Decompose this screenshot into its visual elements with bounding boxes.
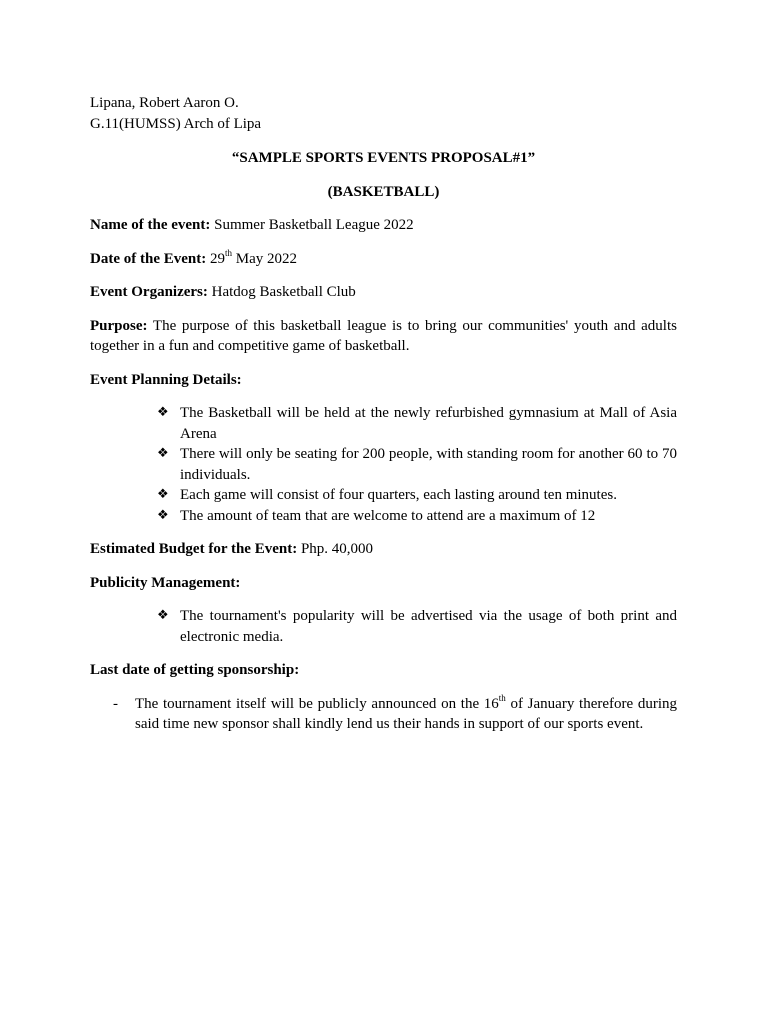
- organizers-label: Event Organizers:: [90, 284, 208, 300]
- sponsorship-text-before: The tournament itself will be publicly announced on the 16: [135, 695, 499, 712]
- publicity-item-text: The tournament's popularity will be advertised via the usage of both print and electronic media.: [180, 608, 677, 645]
- list-item: [157, 444, 677, 485]
- event-date-day: 29: [209, 250, 225, 267]
- author-name: Lipana, Robert Aaron O.: [90, 95, 239, 111]
- event-date-label: Date of the Event:: [90, 250, 207, 267]
- document-subtitle: (BASKETBALL): [327, 183, 440, 200]
- planning-label: Event Planning Details:: [90, 371, 242, 388]
- purpose-field: [90, 316, 677, 357]
- planning-item-text: The amount of team that are welcome to attend are a maximum of 12: [180, 507, 596, 524]
- list-item: [157, 403, 677, 444]
- document-title: “SAMPLE SPORTS EVENTS PROPOSAL#1”: [231, 150, 536, 166]
- publicity-list: [90, 606, 677, 647]
- budget-field: [90, 539, 677, 560]
- event-date-day-suffix: th: [224, 247, 232, 258]
- sponsorship-suffix: th: [498, 692, 506, 703]
- planning-item-text: Each game will consist of four quarters, each lasting around ten minutes.: [180, 487, 617, 503]
- sponsorship-heading: [90, 660, 677, 681]
- event-name-value: Summer Basketball League 2022: [214, 217, 414, 233]
- event-date-field: [90, 249, 677, 270]
- dash-bullet-icon: -: [113, 695, 118, 712]
- list-item: [113, 692, 678, 735]
- document-page: [90, 93, 677, 735]
- planning-heading: [90, 370, 677, 391]
- planning-item-text: There will only be seating for 200 people, with standing room for another 60 to 70 individuals.: [180, 446, 677, 483]
- diamond-bullet-icon: ❖: [157, 487, 169, 502]
- list-item: [157, 485, 677, 506]
- organizers-field: [90, 282, 677, 303]
- sponsorship-list: [90, 694, 677, 735]
- budget-value: Php. 40,000: [300, 541, 374, 557]
- diamond-bullet-icon: ❖: [157, 405, 169, 420]
- publicity-label: Publicity Management:: [90, 574, 241, 591]
- diamond-bullet-icon: ❖: [157, 446, 169, 461]
- event-name-field: [90, 215, 677, 236]
- list-item: [157, 606, 677, 647]
- purpose-label: Purpose:: [90, 317, 148, 334]
- planning-item-text: The Basketball will be held at the newly refurbished gymnasium at Mall of Asia Arena: [180, 405, 677, 442]
- organizers-value: Hatdog Basketball Club: [211, 284, 356, 300]
- budget-label: Estimated Budget for the Event:: [90, 541, 298, 557]
- diamond-bullet-icon: ❖: [157, 608, 169, 623]
- diamond-bullet-icon: ❖: [157, 507, 169, 523]
- grade-section: G.11(HUMSS) Arch of Lipa: [90, 115, 262, 132]
- sponsorship-label: Last date of getting sponsorship:: [90, 662, 300, 678]
- event-name-label: Name of the event:: [90, 217, 211, 233]
- sponsorship-text-after: of January therefore during said time new sponsor shall kindly lend us their hands in support of our sports event.: [135, 695, 678, 732]
- planning-list: [90, 403, 677, 526]
- event-date-rest: May 2022: [235, 250, 297, 267]
- list-item: [157, 506, 677, 527]
- publicity-heading: [90, 573, 677, 594]
- purpose-value: The purpose of this basketball league is to bring our communities' youth and adults together in a fun and competitive game of basketball.: [90, 317, 677, 354]
